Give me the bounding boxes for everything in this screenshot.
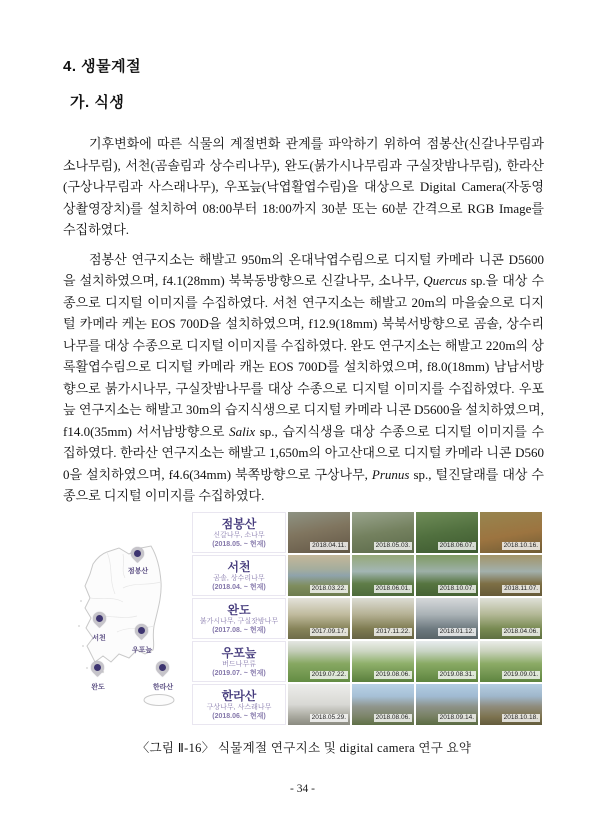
site-species: 곰솔, 상수리나무: [213, 574, 265, 582]
site-row-upo: [192, 641, 542, 682]
site-species: 버드나무류: [222, 660, 256, 668]
photo-date: 2018.11.07.: [504, 585, 538, 592]
site-label-cell: [192, 555, 286, 596]
map-pin-label-seocheon: 서천: [92, 635, 106, 642]
site-photo: [352, 555, 414, 596]
photo-date: 2019.08.06.: [375, 671, 410, 678]
photo-date: 2018.04.06.: [503, 628, 538, 635]
photo-date: 2018.05.03.: [375, 542, 410, 549]
photo-date: 2018.06.01.: [375, 585, 410, 592]
site-photo: [480, 684, 542, 725]
site-photo: [352, 512, 414, 553]
site-label-cell: [192, 684, 286, 725]
site-photo: [480, 512, 542, 553]
site-photo: [288, 512, 350, 553]
site-photo: [416, 598, 478, 639]
site-label-cell: [192, 512, 286, 553]
photo-date: 2018.04.11.: [312, 542, 346, 549]
site-period: (2017.08. ~ 현재): [212, 626, 266, 634]
site-period: (2018.05. ~ 현재): [212, 540, 266, 548]
photo-date: 2018.08.06.: [375, 714, 410, 721]
photo-date: 2018.01.12.: [439, 628, 474, 635]
site-photo: [352, 598, 414, 639]
photo-date: 2019.08.31.: [439, 671, 474, 678]
site-name: 서천: [227, 559, 251, 574]
paragraph-2: 점봉산 연구지소는 해발고 950m의 온대낙엽수림으로 디지털 카메라 니콘 D5600을 설치하였으며, f4.1(28mm) 북북동방향으로 신갈나무, 소나무, Quercus sp.을 대상 수종으로 디지털 이미지를 수집하였다. 서천 연구지소는 해발고 20m의 마을숲으로 디지털 카메라 케논 EOS 700D을 설치하였으며, f12.9(18mm) 북북서방향으로 곰솔, 상수리나무를 대상 수종으로 디지털 이미지를 수집하였다. 완도 연구지소는 해발고 220m의 상록활엽수림으로 디지털 카메라 캐논 EOS 700D를 설치하였으며, f8.0(18mm) 남남서방향으로 붉가시나무, 구실잣밤나무를 대상 수종으로 디지털 이미지를 수집하였다. 우포늪 연구지소는 해발고 30m의 습지식생으로 디지털 카메라 니콘 D5600을 설치하였으며, f14.0(35mm) 서서남방향으로 Salix sp., 습지식생을 대상 수종으로 디지털 이미지를 수집하였다. 한라산 연구지소는 해발고 1,650m의 아고산대으로 디지털 카메라 니콘 D5600을 설치하였으며, f4.6(34mm) 북쪽방향으로 구상나무, Prunus sp., 털진달래를 대상 수종으로 디지털 이미지를 수집하였다.: [63, 251, 544, 503]
map-pin-label-upo: 우포늪: [131, 647, 153, 654]
site-row-hallasan: [192, 684, 542, 725]
site-period: (2018.06. ~ 현재): [212, 712, 266, 720]
photo-date: 2018.10.16.: [503, 542, 538, 549]
site-photo: [288, 598, 350, 639]
site-photo: [480, 641, 542, 682]
map-pin-label-wando: 완도: [91, 684, 105, 691]
site-row-wando: [192, 598, 542, 639]
map-pin-label-hallasan: 한라산: [152, 684, 174, 691]
site-photo: [288, 555, 350, 596]
korea-map: [63, 506, 190, 762]
site-period: (2019.07. ~ 현재): [212, 669, 266, 677]
site-name: 한라산: [221, 688, 257, 703]
photo-table: [192, 512, 542, 727]
site-species: 붉가시나무, 구실잣밤나무: [199, 617, 279, 625]
photo-date: 2018.03.22.: [311, 585, 346, 592]
site-photo: [416, 641, 478, 682]
site-row-seocheon: [192, 555, 542, 596]
photo-date: 2018.05.29.: [311, 714, 346, 721]
paragraph-1: 기후변화에 따른 식물의 계절변화 관계를 파악하기 위하여 점봉산(신갈나무림과 소나무림), 서천(곰솔림과 상수리나무), 완도(붉가시나무림과 구실잣밤나무림), 한라산(구상나무림과 사스래나무), 우포늪(낙엽활엽수림)을 대상으로 Digital Camera(자동영상촬영장치)를 설치하여 08:00부터 18:00까지 30분 또는 60분 간격으로 RGB Image를 수집하였다.: [63, 136, 544, 237]
site-name: 우포늪: [221, 645, 257, 660]
section-heading: 4. 생물계절: [63, 58, 142, 75]
site-photo: [480, 598, 542, 639]
site-name: 완도: [227, 602, 251, 617]
page-number: - 34 -: [290, 783, 315, 795]
body-text: [63, 133, 544, 515]
site-photo: [288, 684, 350, 725]
site-photo: [416, 555, 478, 596]
photo-date: 2017.11.22.: [376, 628, 410, 635]
photo-date: 2017.09.17.: [311, 628, 346, 635]
site-name: 점봉산: [221, 516, 257, 531]
figure-caption: 〈그림 Ⅱ-16〉 식물계절 연구지소 및 digital camera 연구 요약: [136, 741, 472, 755]
site-photo: [480, 555, 542, 596]
site-species: 구상나무, 사스래나무: [206, 703, 272, 711]
subsection-heading: 가. 식생: [70, 94, 125, 111]
figure-phenology-sites: [63, 506, 545, 774]
photo-date: 2018.10.18.: [503, 714, 538, 721]
site-photo: [352, 684, 414, 725]
site-photo: [288, 641, 350, 682]
site-species: 신갈나무, 소나무: [213, 531, 265, 539]
korea-map-outline: [63, 506, 190, 762]
photo-date: 2018.09.14.: [439, 714, 474, 721]
site-period: (2018.04. ~ 현재): [212, 583, 266, 591]
site-row-jeombongsan: [192, 512, 542, 553]
site-photo: [352, 641, 414, 682]
photo-date: 2018.10.07.: [439, 585, 474, 592]
map-pin-label-jeombongsan: 점봉산: [127, 568, 149, 575]
site-photo: [416, 684, 478, 725]
photo-date: 2019.07.22.: [311, 671, 346, 678]
photo-date: 2018.06.07.: [439, 542, 474, 549]
photo-date: 2019.09.01.: [503, 671, 538, 678]
site-label-cell: [192, 598, 286, 639]
site-photo: [416, 512, 478, 553]
site-label-cell: [192, 641, 286, 682]
